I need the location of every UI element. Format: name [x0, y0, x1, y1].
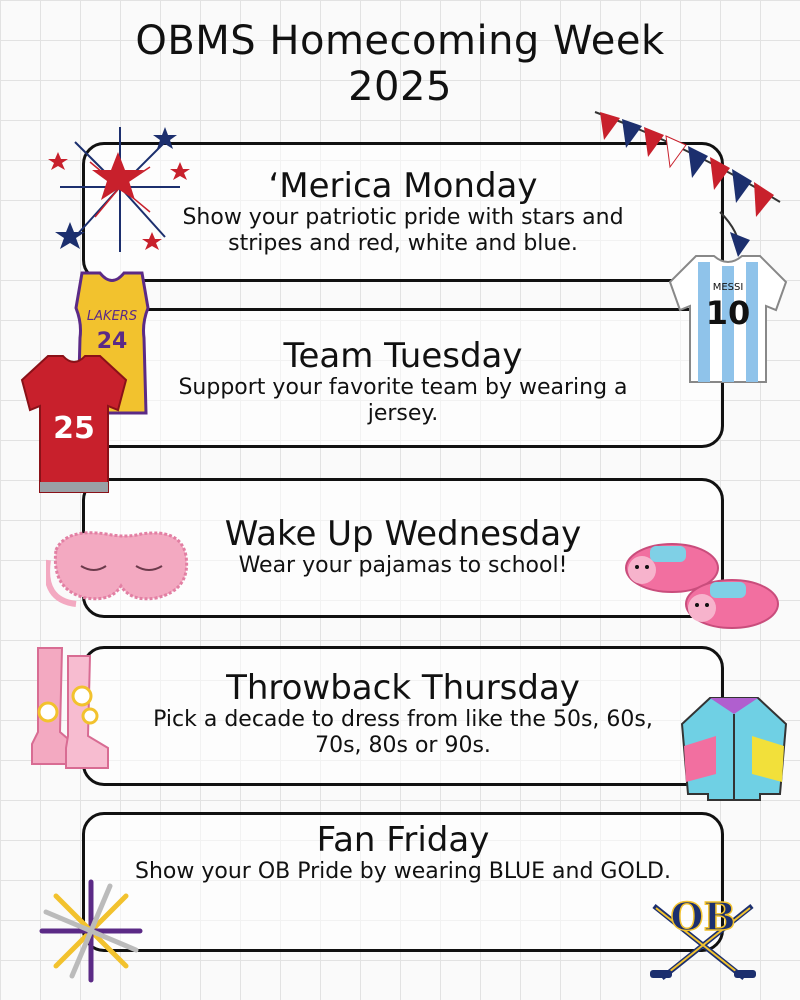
platform-boots-icon [24, 640, 119, 775]
day-name: Team Tuesday [283, 336, 523, 376]
day-name: Fan Friday [316, 820, 490, 860]
desc-line: Wear your pajamas to school! [238, 553, 568, 578]
day-name: Throwback Thursday [226, 668, 580, 708]
desc-line: Show your OB Pride by wearing BLUE and GOLD. [135, 859, 671, 884]
day-description [85, 707, 721, 759]
desc-line: stripes and red, white and blue. [228, 231, 578, 256]
jersey-number-text: 24 [96, 329, 128, 354]
desc-line: Support your favorite team by wearing a [178, 375, 628, 400]
fireworks-stars-icon [40, 112, 200, 272]
jersey-name-text: MESSI [712, 282, 744, 293]
bunny-slippers-icon [620, 530, 785, 640]
jersey-team-text: LAKERS [86, 309, 138, 324]
patriotic-bunting-icon [590, 92, 790, 262]
title-line-2: 2025 [348, 64, 452, 110]
desc-line: jersey. [367, 401, 439, 426]
sleep-mask-icon [46, 520, 196, 612]
day-card-tuesday [82, 308, 724, 448]
day-description [85, 375, 721, 427]
jersey-number-text: 10 [705, 294, 751, 332]
pom-pom-icon [38, 878, 144, 984]
day-card-friday [82, 812, 724, 952]
desc-line: Pick a decade to dress from like the 50s, 60s, [153, 707, 653, 732]
messi-jersey-icon [666, 252, 790, 386]
day-name: ‘Merica Monday [268, 166, 538, 206]
school-logo-text: OB [670, 894, 736, 939]
retro-jacket-icon [676, 690, 792, 805]
day-description [85, 859, 721, 885]
jersey-number-text: 25 [53, 411, 95, 446]
school-logo-icon [644, 886, 762, 986]
day-card-thursday [82, 646, 724, 786]
red-jersey-icon [18, 352, 130, 500]
title-line-1: OBMS Homecoming Week [135, 18, 665, 64]
desc-line: Show your patriotic pride with stars and [182, 205, 624, 230]
day-name: Wake Up Wednesday [224, 514, 582, 554]
desc-line: 70s, 80s or 90s. [315, 733, 491, 758]
